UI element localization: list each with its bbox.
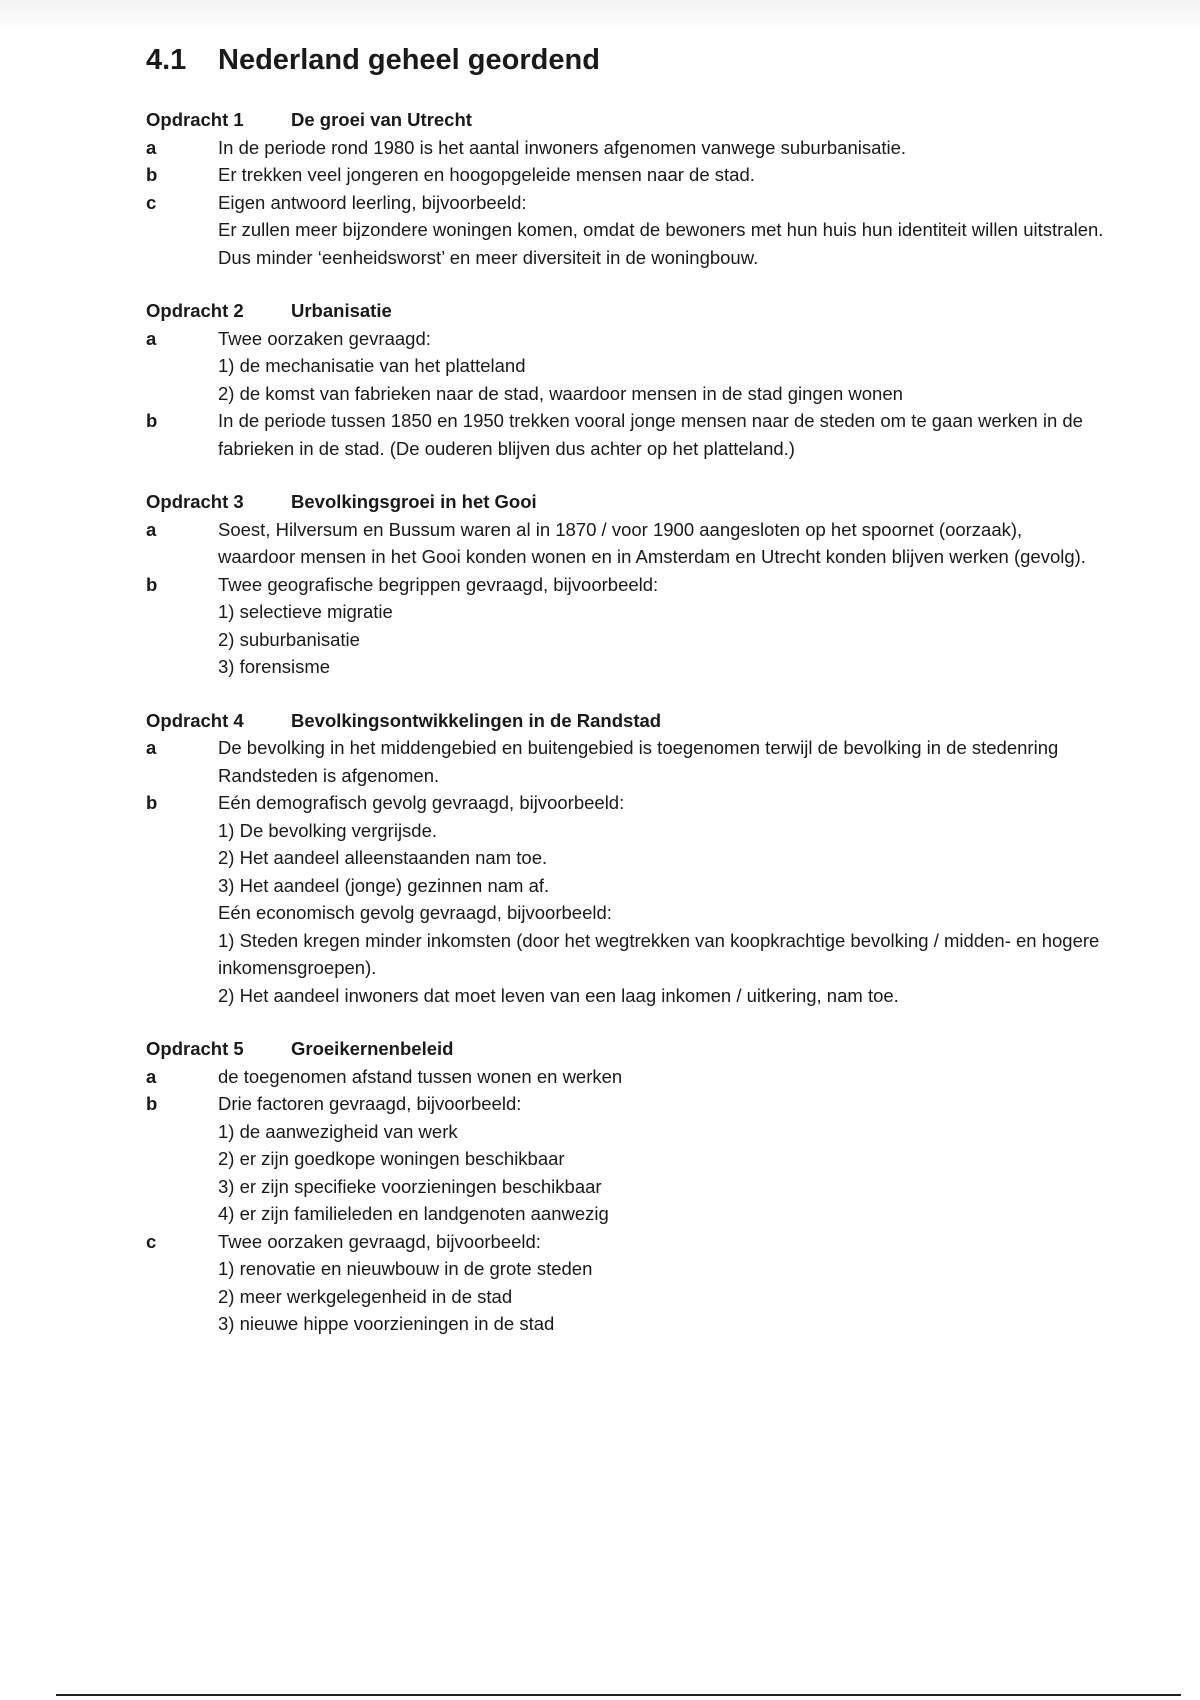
answer-letter: b [146,164,158,185]
answer-line: de toegenomen afstand tussen wonen en werken [218,1065,623,1087]
answer-line: 1) de mechanisatie van het platteland [218,355,526,376]
answer-line: 3) nieuwe hippe voorzieningen in de stad [218,1313,555,1334]
answer-line: Twee geografische begrippen gevraagd, bijvoorbeeld: [218,573,659,595]
answer-body [218,189,1106,272]
answer-body [218,1063,1106,1091]
answer-body [218,134,1106,162]
answer-body [218,571,1106,681]
assignment-section [146,707,1106,1010]
answer-line: 4) er zijn familieleden en landgenoten aanwezig [218,1203,609,1224]
assignment-heading [146,707,1106,735]
assignment-label: Opdracht 2 [146,300,244,321]
page-top-shadow [0,0,1200,30]
answer-line: 1) renovatie en nieuwbouw in de grote steden [218,1258,593,1279]
assignment-title: Bevolkingsontwikkelingen in de Randstad [291,709,662,731]
assignment-label: Opdracht 3 [146,491,244,512]
answer-item [146,789,1106,1009]
answer-letter: a [146,136,157,158]
answer-line: Drie factoren gevraagd, bijvoorbeeld: [218,1093,522,1114]
answer-item [146,516,1106,571]
chapter-title [146,42,1106,78]
answer-letter: a [146,327,157,349]
answer-item [146,1228,1106,1338]
answer-body [218,325,1106,408]
answer-line: 3) Het aandeel (jonge) gezinnen nam af. [218,874,550,896]
assignment-heading [146,1035,1106,1063]
answer-item [146,325,1106,408]
answer-line: Twee oorzaken gevraagd: [218,327,431,349]
answer-line: 2) meer werkgelegenheid in de stad [218,1285,513,1307]
assignment-section [146,1035,1106,1338]
answer-line: 1) Steden kregen minder inkomsten (door het wegtrekken van koopkrachtige bevolking / midden- en hogere inkomensgroepen). [218,929,1100,978]
answer-line: 3) er zijn specifieke voorzieningen beschikbaar [218,1175,602,1197]
answer-line: 2) Het aandeel inwoners dat moet leven van een laag inkomen / uitkering, nam toe. [218,984,899,1006]
answer-line: 1) De bevolking vergrijsde. [218,819,438,841]
answer-line: De bevolking in het middengebied en buitengebied is toegenomen terwijl de bevolking in de stedenring Randsteden is afgenomen. [218,737,1059,786]
answer-line: 2) de komst van fabrieken naar de stad, waardoor mensen in de stad gingen wonen [218,382,903,404]
assignment-title: Bevolkingsgroei in het Gooi [291,491,537,512]
answer-line: 1) selectieve migratie [218,601,393,622]
answer-letter: b [146,573,158,595]
answer-line: waardoor mensen in het Gooi konden wonen en in Amsterdam en Utrecht konden blijven werken (gevolg). [218,546,1086,567]
assignment-title: Groeikernenbeleid [291,1038,454,1059]
answer-line: 2) Het aandeel alleenstaanden nam toe. [218,847,548,868]
assignment-section [146,106,1106,271]
answer-line: Eén economisch gevolg gevraagd, bijvoorbeeld: [218,902,612,923]
answer-line: Er zullen meer bijzondere woningen komen, omdat de bewoners met hun huis hun identiteit willen uitstralen. Dus minder ‘eenheidsworst’ en meer diversiteit in de woningbouw. [218,219,1104,268]
assignment-list [146,106,1106,1338]
assignment-heading [146,488,1106,516]
answer-body [218,734,1106,789]
assignment-heading [146,297,1106,325]
assignment-heading [146,106,1106,134]
answer-item [146,571,1106,681]
answer-letter: c [146,1230,157,1252]
chapter-number: 4.1 [146,44,187,76]
assignment-label: Opdracht 1 [146,109,244,130]
answer-line: Twee oorzaken gevraagd, bijvoorbeeld: [218,1230,541,1252]
answer-letter: b [146,1093,158,1114]
assignment-label: Opdracht 4 [146,709,244,731]
answer-line: Eigen antwoord leerling, bijvoorbeeld: [218,191,527,213]
answer-line: 1) de aanwezigheid van werk [218,1120,458,1142]
answer-line: Eén demografisch gevolg gevraagd, bijvoorbeeld: [218,792,625,813]
answer-letter: b [146,792,158,813]
answer-body [218,1228,1106,1338]
assignment-section [146,297,1106,462]
answer-item [146,734,1106,789]
answer-body [218,516,1106,571]
answer-line: In de periode tussen 1850 en 1950 trekken vooral jonge mensen naar de steden om te gaan werken in de fabrieken in de stad. (De ouderen blijven dus achter op het platteland.) [218,410,1083,459]
answer-body [218,1090,1106,1228]
answer-item [146,189,1106,272]
assignment-title: De groei van Utrecht [291,109,472,130]
answer-body [218,789,1106,1009]
answer-item [146,407,1106,462]
answer-body [218,161,1106,189]
assignment-label: Opdracht 5 [146,1038,244,1059]
assignment-title: Urbanisatie [291,300,392,321]
answer-line: Soest, Hilversum en Bussum waren al in 1870 / voor 1900 aangesloten op het spoornet (oorzaak), [218,518,1023,540]
answer-item [146,1063,1106,1091]
answer-line: 2) suburbanisatie [218,628,360,650]
answer-item [146,161,1106,189]
answer-item [146,1090,1106,1228]
footer-divider [56,1694,1181,1696]
answer-letter: a [146,1065,157,1087]
answer-letter: b [146,410,158,431]
answer-letter: a [146,737,157,758]
answer-item [146,134,1106,162]
chapter-title-text: Nederland geheel geordend [218,44,600,76]
answer-line: In de periode rond 1980 is het aantal inwoners afgenomen vanwege suburbanisatie. [218,136,907,158]
answer-line: 3) forensisme [218,656,331,677]
assignment-section [146,488,1106,681]
document-page [146,42,1106,1364]
answer-body [218,407,1106,462]
answer-line: 2) er zijn goedkope woningen beschikbaar [218,1148,565,1169]
answer-line: Er trekken veel jongeren en hoogopgeleide mensen naar de stad. [218,164,755,185]
answer-letter: c [146,191,157,213]
answer-letter: a [146,518,157,540]
